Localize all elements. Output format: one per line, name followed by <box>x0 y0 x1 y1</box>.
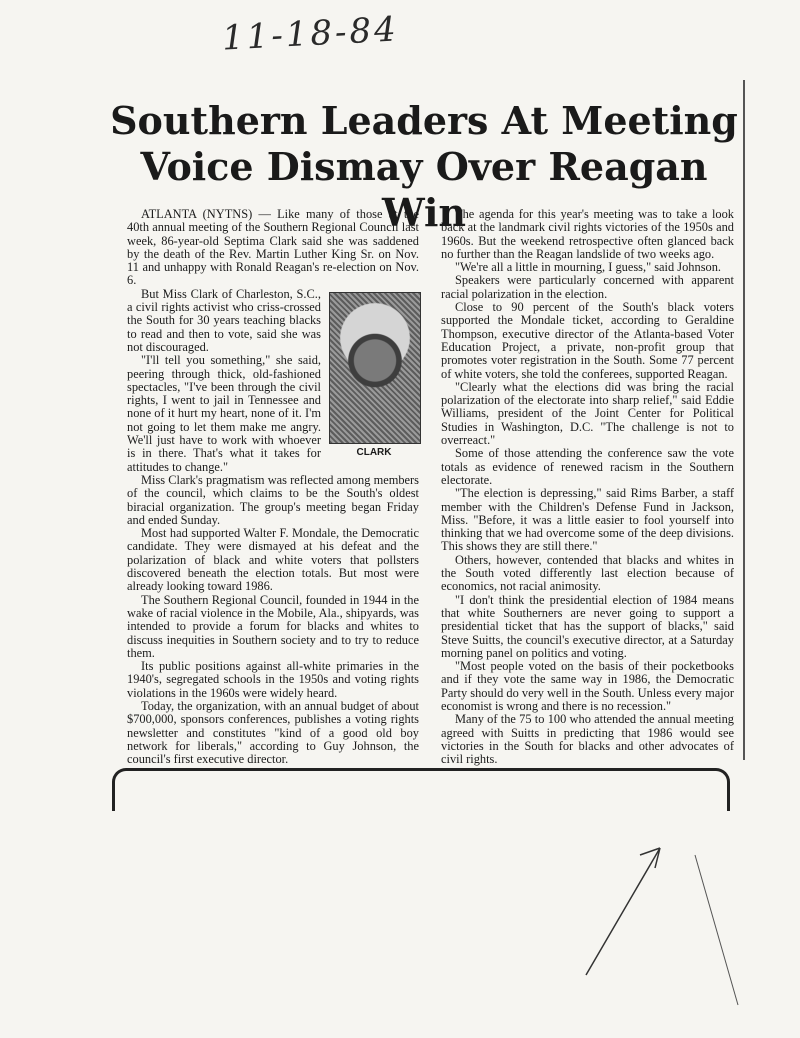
paragraph: Close to 90 percent of the South's black voters supported the Mondale ticket, according to Geraldine Thompson, executive director of the Atlanta-based Voter Education Project, a private, non-profit group that promotes voter registration in the South. Some 77 percent of white voters, she told the conferees, supported Reagan. <box>441 300 734 381</box>
handwritten-date: 11-18-84 <box>221 9 400 59</box>
paragraph: "We're all a little in mourning, I guess," said Johnson. <box>455 260 722 275</box>
paragraph: Most had supported Walter F. Mondale, the Democratic candidate. They were dismayed at his defeat and the polarization of black and white voters that pollsters discovered beneath the election totals. But most were already looking toward 1986. <box>127 526 419 594</box>
paragraph: The agenda for this year's meeting was to take a look back at the landmark civil rights victories of the 1950s and 1960s. But the weekend retrospective often glanced back no further than the Reagan landslide of two weeks ago. <box>441 207 734 261</box>
paragraph: Others, however, contended that blacks and whites in the South voted differently last election because of economics, not racial animosity. <box>441 552 734 594</box>
paragraph: But Miss Clark of Charleston, S.C., a civil rights activist who criss-crossed the South for 30 years teaching blacks to read and then to vote, said she was not discouraged. <box>127 286 321 354</box>
paragraph: Some of those attending the conference saw the vote totals as evidence of renewed racism in the Southern electorate. <box>441 446 734 487</box>
paragraph: The Southern Regional Council, founded in 1944 in the wake of racial violence in the Mobile, Ala., shipyards, was intended to provide a forum for blacks and whites to discuss inequities in Southern society and to try to reduce them. <box>127 592 419 660</box>
paragraph: Miss Clark's pragmatism was reflected among members of the council, which claims to be the South's oldest biracial organization. The group's meeting began Friday and ended Sunday. <box>127 472 419 527</box>
paragraph: "Most people voted on the basis of their pocketbooks and if they vote the same way in 1986, the Democratic Party should do very well in the South. Unless every major economist is wrong and there is no recession." <box>441 659 734 713</box>
paragraph: Speakers were particularly concerned with apparent racial polarization in the election. <box>441 273 734 301</box>
photo-caption: CLARK <box>356 446 392 458</box>
paragraph: Many of the 75 to 100 who attended the annual meeting agreed with Suitts in predicting that 1986 would see victories in the South for blacks and other advocates of civil rights. <box>441 712 734 767</box>
headline-line-1: Southern Leaders At Meeting <box>110 98 738 143</box>
paragraph: "The election is depressing," said Rims Barber, a staff member with the Children's Defense Fund in Jackson, Miss. "Before, it was a little easier to fool yourself into thinking that we had overcome some of the deep divisions. This shows they are still there." <box>441 486 734 554</box>
headline-line-2: Voice Dismay Over Reagan Win <box>140 144 708 235</box>
paragraph: "Clearly what the elections did was bring the racial polarization of the electorate into sharp relief," said Eddie Williams, president of the Joint Center for Political Studies in Washington, D.C. "The challenge is not to overreact." <box>441 379 734 448</box>
paragraph: "I don't think the presidential election of 1984 means that white Southerners are never going to support a presidential ticket that has the support of blacks," said Steve Suitts, the council's executive director, at a Saturday morning panel on politics and voting. <box>441 592 734 660</box>
paragraph: ATLANTA (NYTNS) — Like many of those at the 40th annual meeting of the Southern Regional Council last week, 86-year-old Septima Clark said she was saddened by the death of the Rev. Martin Luther King Sr. on Nov. 11 and unhappy with Ronald Reagan's re-election on Nov. 6. <box>127 207 419 288</box>
paragraph: Its public positions against all-white primaries in the 1940's, segregated schools in the 1950s and voting rights violations in the 1960s were widely heard. <box>127 659 419 700</box>
paragraph: "I'll tell you something," she said, peering through thick, old-fashioned spectacles, "I've been through the civil rights, I went to jail in Tennessee and none of it hurt my heart, none of it. I'm not going to let them make me angry. We'll just have to work with whoever is in there. That's what it takes for attitudes to change." <box>127 353 321 474</box>
paragraph: Today, the organization, with an annual budget of about $700,000, sponsors conferences, publishes a voting rights newsletter and constitutes "kind of a good old boy network for liberals," according to Guy Johnson, the council's first executive director. <box>127 698 419 767</box>
